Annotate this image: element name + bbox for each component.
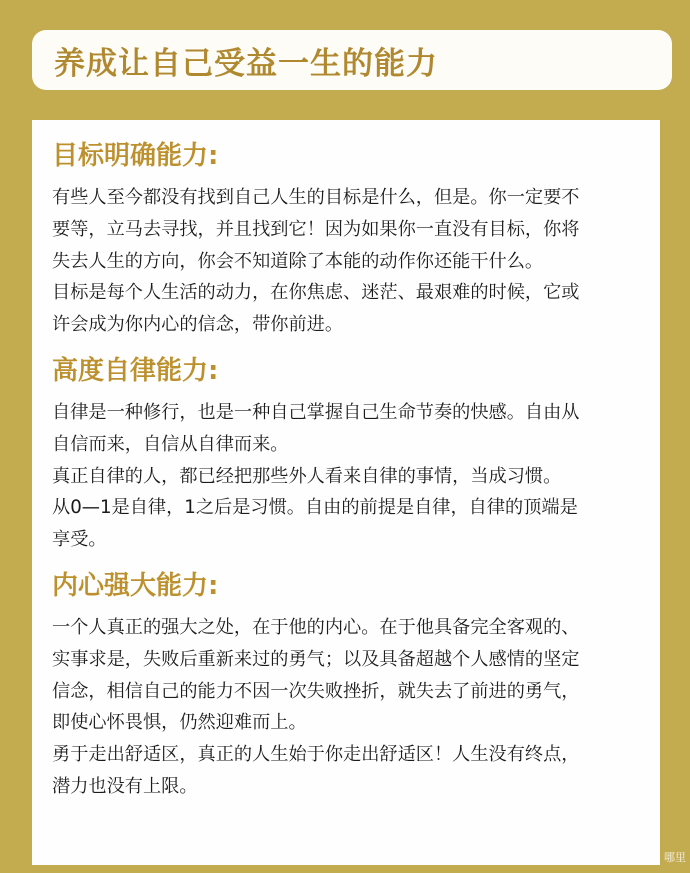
paragraph-line: 一个人真正的强大之处，在于他的内心。在于他具备完全客观的、 xyxy=(52,616,580,638)
paragraph-line: 信念，相信自己的能力不因一次失败挫折，就失去了前进的勇气， xyxy=(52,680,580,702)
title-banner xyxy=(32,30,672,90)
paragraph-line: 自律是一种修行，也是一种自己掌握自己生命节奏的快感。自由从 xyxy=(52,401,580,423)
paragraph-line: 享受。 xyxy=(52,529,107,551)
section-heading: 高度自律能力: xyxy=(52,355,219,386)
content-card xyxy=(32,120,660,865)
page-title: 养成让自己受益一生的能力 xyxy=(54,45,438,82)
paragraph-line: 真正自律的人，都已经把那些外人看来自律的事情，当成习惯。 xyxy=(52,465,562,487)
paragraph-line: 失去人生的方向，你会不知道除了本能的动作你还能干什么。 xyxy=(52,250,544,272)
section-self-discipline xyxy=(52,353,642,556)
paragraph-line: 实事求是，失败后重新来过的勇气；以及具备超越个人感情的坚定 xyxy=(52,648,580,670)
section-heading: 内心强大能力: xyxy=(52,570,219,601)
paragraph-line: 许会成为你内心的信念，带你前进。 xyxy=(52,314,344,336)
paragraph-line: 潜力也没有上限。 xyxy=(52,775,198,797)
paragraph-line: 目标是每个人生活的动力，在你焦虑、迷茫、最艰难的时候，它或 xyxy=(52,282,580,304)
paragraph-line: 有些人至今都没有找到自己人生的目标是什么，但是。你一定要不 xyxy=(52,187,580,208)
paragraph-line: 要等，立马去寻找，并且找到它！因为如果你一直没有目标，你将 xyxy=(52,218,580,240)
section-heading: 目标明确能力: xyxy=(52,141,219,171)
paragraph-line: 勇于走出舒适区，真正的人生始于你走出舒适区！人生没有终点， xyxy=(52,744,580,766)
watermark: 哪里 xyxy=(664,851,686,864)
paragraph-line: 即使心怀畏惧，仍然迎难而上。 xyxy=(52,712,307,734)
paragraph-line: 从0—1是自律，1之后是习惯。自由的前提是自律，自律的顶端是 xyxy=(52,497,578,519)
section-goal xyxy=(52,138,642,341)
paragraph-line: 自信而来，自信从自律而来。 xyxy=(52,433,289,455)
section-inner-strength xyxy=(52,568,642,803)
